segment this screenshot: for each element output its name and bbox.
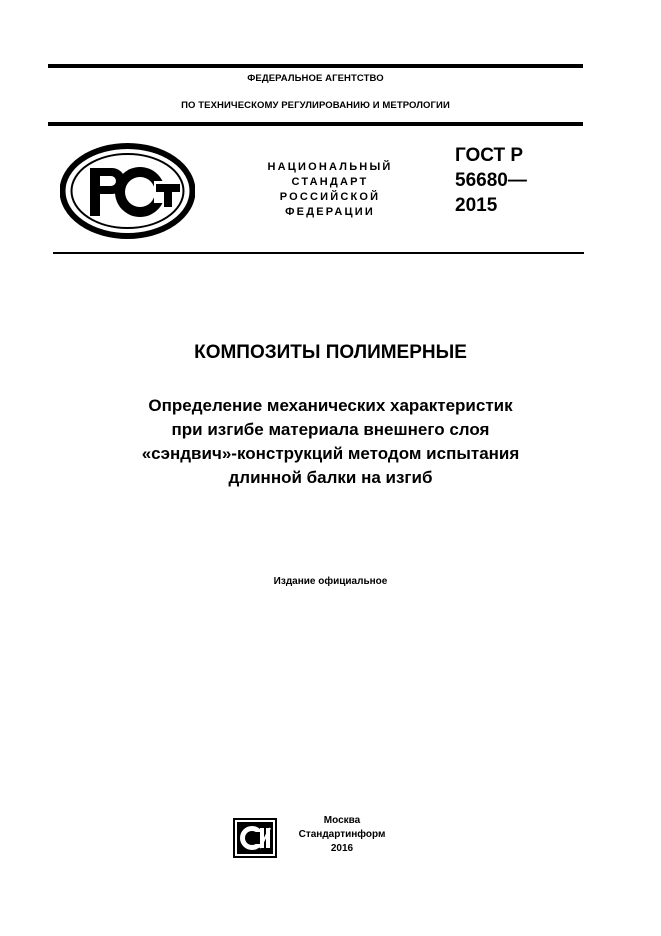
publisher-imprint — [287, 814, 397, 856]
publisher-city: Москва — [323, 815, 361, 826]
bottom-rule — [53, 252, 584, 254]
document-title: КОМПОЗИТЫ ПОЛИМЕРНЫЕ — [194, 342, 467, 363]
rst-conformity-mark-icon — [60, 143, 195, 239]
agency-name-line-2: ПО ТЕХНИЧЕСКОМУ РЕГУЛИРОВАНИЮ И МЕТРОЛОГИИ — [181, 100, 450, 111]
subtitle-line-3: «сэндвич»-конструкций методом испытания — [141, 444, 520, 463]
gost-designation-line-3: 2015 — [455, 195, 498, 216]
document-subtitle — [0, 394, 661, 490]
subtitle-line-2: при изгибе материала внешнего слоя — [171, 420, 490, 439]
middle-rule — [48, 122, 583, 126]
subtitle-line-1: Определение механических характеристик — [148, 396, 513, 415]
top-rule — [48, 64, 583, 68]
gost-designation-line-2: 56680— — [455, 170, 527, 191]
publisher-name: Стандартинформ — [298, 829, 386, 840]
gost-designation — [455, 143, 527, 218]
national-standard-line-2: СТАНДАРТ — [291, 176, 369, 188]
edition-note: Издание официальное — [273, 576, 388, 587]
national-standard-line-4: ФЕДЕРАЦИИ — [285, 206, 375, 218]
national-standard-line-3: РОССИЙСКОЙ — [279, 191, 381, 203]
national-standard-line-1: НАЦИОНАЛЬНЫЙ — [267, 161, 393, 173]
agency-name-line-1: ФЕДЕРАЛЬНОЕ АГЕНТСТВО — [247, 73, 384, 84]
standartinform-logo-icon — [233, 818, 277, 858]
subtitle-line-4: длинной балки на изгиб — [228, 468, 433, 487]
publication-year: 2016 — [330, 843, 354, 854]
gost-designation-line-1: ГОСТ Р — [455, 145, 524, 166]
national-standard-label — [246, 160, 414, 220]
